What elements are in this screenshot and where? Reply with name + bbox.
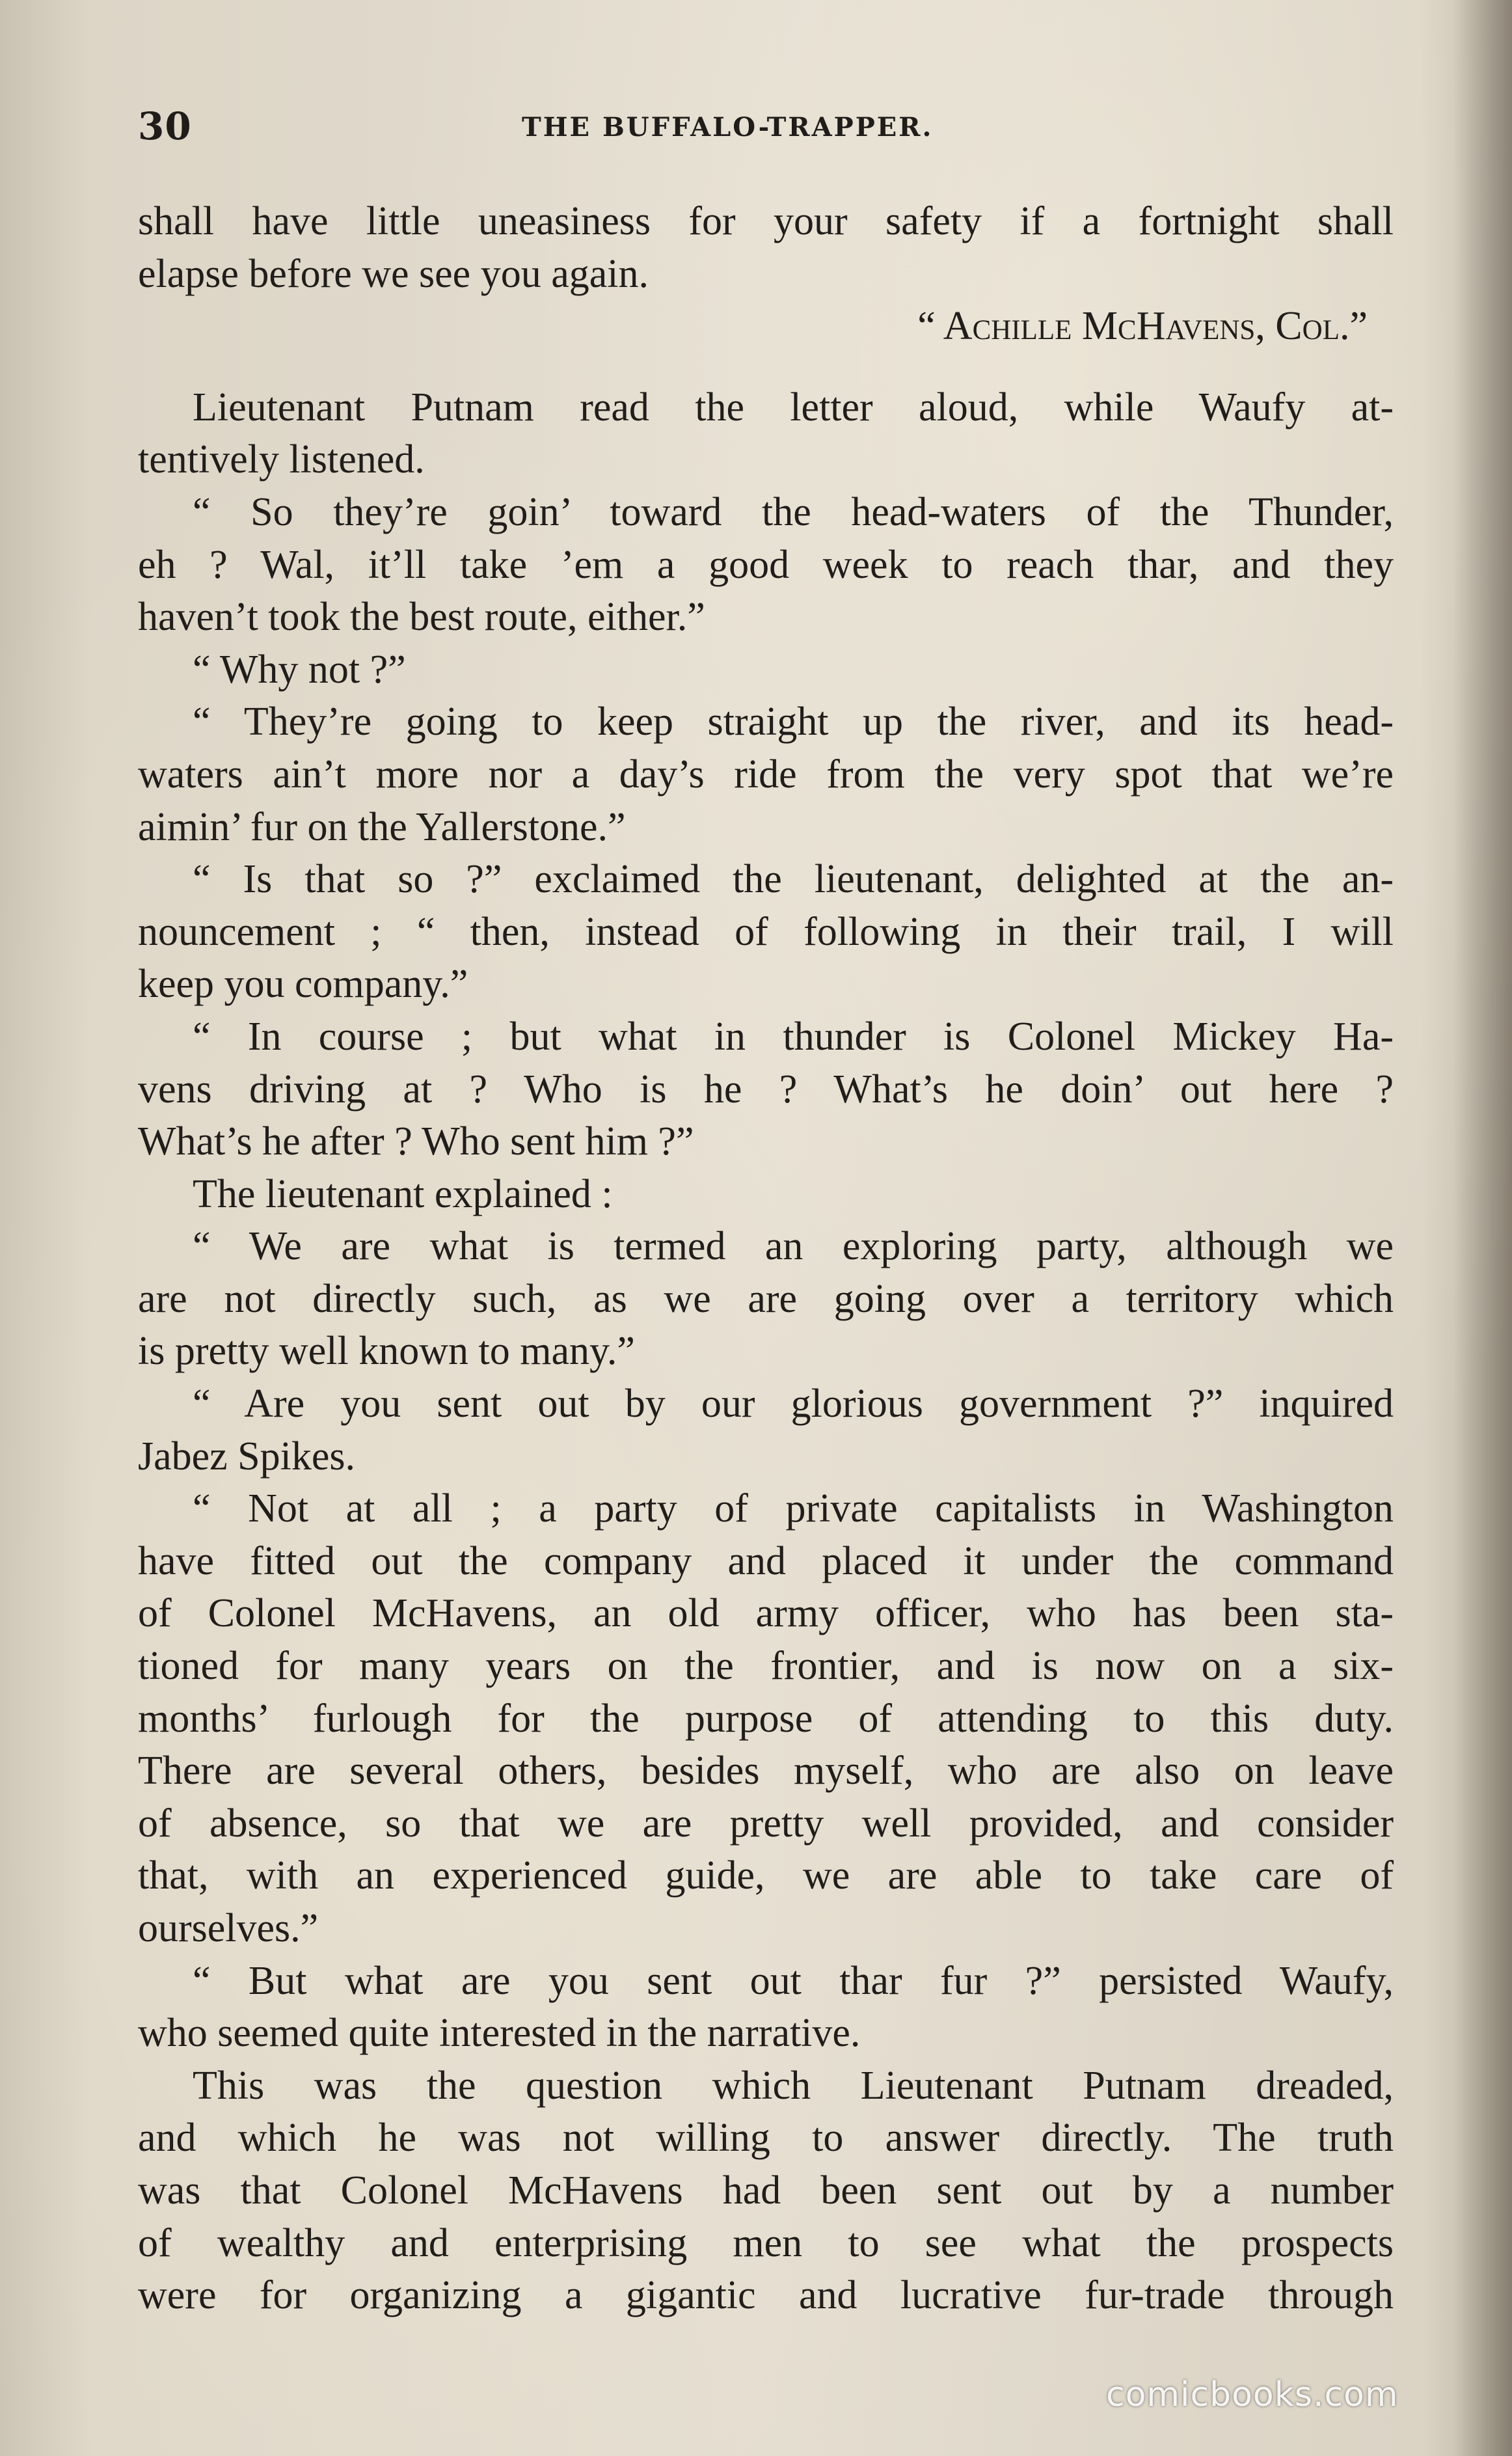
text-line: Jabez Spikes. [138, 1434, 356, 1479]
text-line: keep you company.” [138, 962, 468, 1007]
text-line: This was the question which Lieutenant Putnam dreaded, [193, 2063, 1394, 2108]
text-line: have fitted out the company and placed it under the command [138, 1538, 1394, 1583]
text-line: What’s he after ? Who sent him ?” [138, 1119, 694, 1164]
text-line: who seemed quite interested in the narrative. [138, 2011, 861, 2056]
text-line: were for organizing a gigantic and lucrative fur-trade through [138, 2273, 1394, 2318]
text-line: “ Is that so ?” exclaimed the lieutenant, delighted at the an- [193, 857, 1394, 902]
text-line: are not directly such, as we are going over a territory which [138, 1276, 1394, 1321]
text-line: The lieutenant explained : [193, 1171, 613, 1216]
watermark: comicbooks.com [1106, 2375, 1399, 2414]
text-line: of Colonel McHavens, an old army officer, who has been sta- [138, 1591, 1394, 1636]
text-line: “ But what are you sent out thar fur ?” persisted Waufy, [193, 1958, 1394, 2003]
text-line: of absence, so that we are pretty well provided, and consider [138, 1801, 1394, 1846]
paragraph-gap [138, 353, 1394, 381]
text-line: “ We are what is termed an exploring party, although we [193, 1224, 1394, 1269]
text-line: waters ain’t more nor a day’s ride from the very spot that we’re [138, 752, 1394, 797]
text-line: “ Why not ?” [193, 647, 406, 692]
text-line: nouncement ; “ then, instead of following in their trail, I will [138, 909, 1394, 954]
text-line: tioned for many years on the frontier, and is now on a six- [138, 1644, 1394, 1689]
text-line: that, with an experienced guide, we are able to take care of [138, 1853, 1394, 1898]
text-line: vens driving at ? Who is he ? What’s he doin’ out here ? [138, 1067, 1394, 1112]
text-line: of wealthy and enterprising men to see what the prospects [138, 2220, 1394, 2265]
text-line: tentively listened. [138, 437, 425, 482]
text-line: Lieutenant Putnam read the letter aloud, while Waufy at- [193, 385, 1394, 430]
text-line: ourselves.” [138, 1906, 319, 1950]
text-line: “ They’re going to keep straight up the river, and its head- [193, 700, 1394, 744]
page-number: 30 [138, 104, 192, 148]
text-line: is pretty well known to many.” [138, 1329, 635, 1374]
text-line: months’ furlough for the purpose of attending to this duty. [138, 1696, 1394, 1741]
text-line: shall have little uneasiness for your safety if a fortnight shall [138, 199, 1394, 243]
text-line: was that Colonel McHavens had been sent out by a number [138, 2168, 1394, 2213]
running-head: THE BUFFALO-TRAPPER. [522, 112, 934, 143]
text-line: “ So they’re goin’ toward the head-waters of the Thunder, [193, 489, 1394, 534]
text-line: haven’t took the best route, either.” [138, 595, 705, 640]
page-edge-shadow [1453, 0, 1512, 2456]
text-line: “ In course ; but what in thunder is Colonel Mickey Ha- [193, 1014, 1394, 1059]
text-line: and which he was not willing to answer directly. The truth [138, 2116, 1394, 2161]
text-line: There are several others, besides myself, who are also on leave [138, 1749, 1394, 1794]
text-line: “ Not at all ; a party of private capitalists in Washington [193, 1486, 1394, 1531]
text-line: aimin’ fur on the Yallerstone.” [138, 804, 626, 849]
text-line: “ Are you sent out by our glorious government ?” inquired [193, 1382, 1394, 1426]
text-line: eh ? Wal, it’ll take ’em a good week to reach thar, and they [138, 542, 1394, 587]
page-header [138, 104, 1394, 150]
text-line: elapse before we see you again. [138, 251, 649, 296]
body-text [138, 195, 1394, 2322]
letter-signature: “ Achille McHavens, Col.” [917, 304, 1368, 349]
